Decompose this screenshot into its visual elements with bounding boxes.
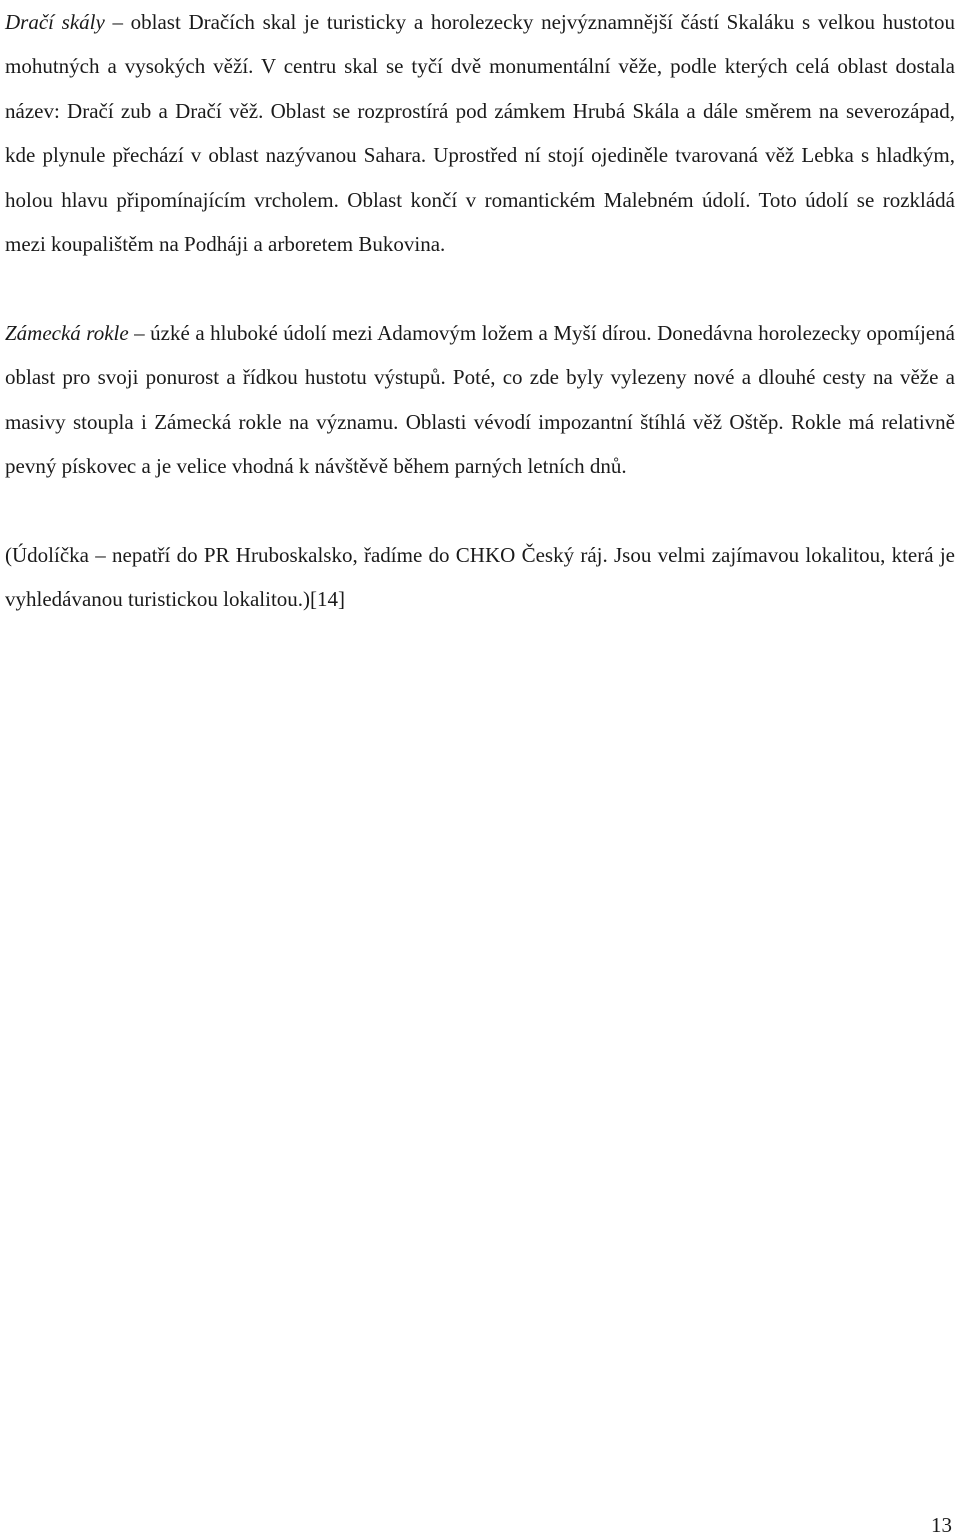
paragraph-text: (Údolíčka – nepatří do PR Hruboskalsko, řadíme do CHKO Český ráj. Jsou velmi zajímavou lokalitou, která je vyhledávanou turistickou lokalitou.)[14] — [5, 542, 955, 612]
paragraph-udolicka — [5, 533, 955, 622]
term-zamecka-rokle: Zámecká rokle — [5, 320, 129, 345]
document-page-body — [5, 0, 955, 622]
paragraph-text: – úzké a hluboké údolí mezi Adamovým ložem a Myší dírou. Donedávna horolezecky opomíjená oblast pro svoji ponurost a řídkou hustotu výstupů. Poté, co zde byly vylezeny nové a dlouhé cesty na věže a masivy stoupla i Zámecká rokle na významu. Oblasti vévodí impozantní štíhlá věž Oštěp. Rokle má relativně pevný pískovec a je velice vhodná k návštěvě během parných letních dnů. — [5, 320, 955, 479]
term-draci-skaly: Dračí skály — [5, 10, 105, 34]
paragraph-draci-skaly — [5, 0, 955, 266]
paragraph-zamecka-rokle — [5, 311, 955, 489]
page-number: 13 — [931, 1513, 952, 1537]
paragraph-text: – oblast Dračích skal je turisticky a horolezecky nejvýznamnější částí Skaláku s velkou hustotou mohutných a vysokých věží. V centru skal se tyčí dvě monumentální věže, podle kterých celá oblast dostala název: Dračí zub a Dračí věž. Oblast se rozprostírá pod zámkem Hrubá Skála a dále směrem na severozápad, kde plynule přechází v oblast nazývanou Sahara. Uprostřed ní stojí ojediněle tvarovaná věž Lebka s hladkým, holou hlavu připomínajícím vrcholem. Oblast končí v romantickém Malebném údolí. Toto údolí se rozkládá mezi koupalištěm na Podháji a arboretem Bukovina. — [5, 10, 955, 257]
